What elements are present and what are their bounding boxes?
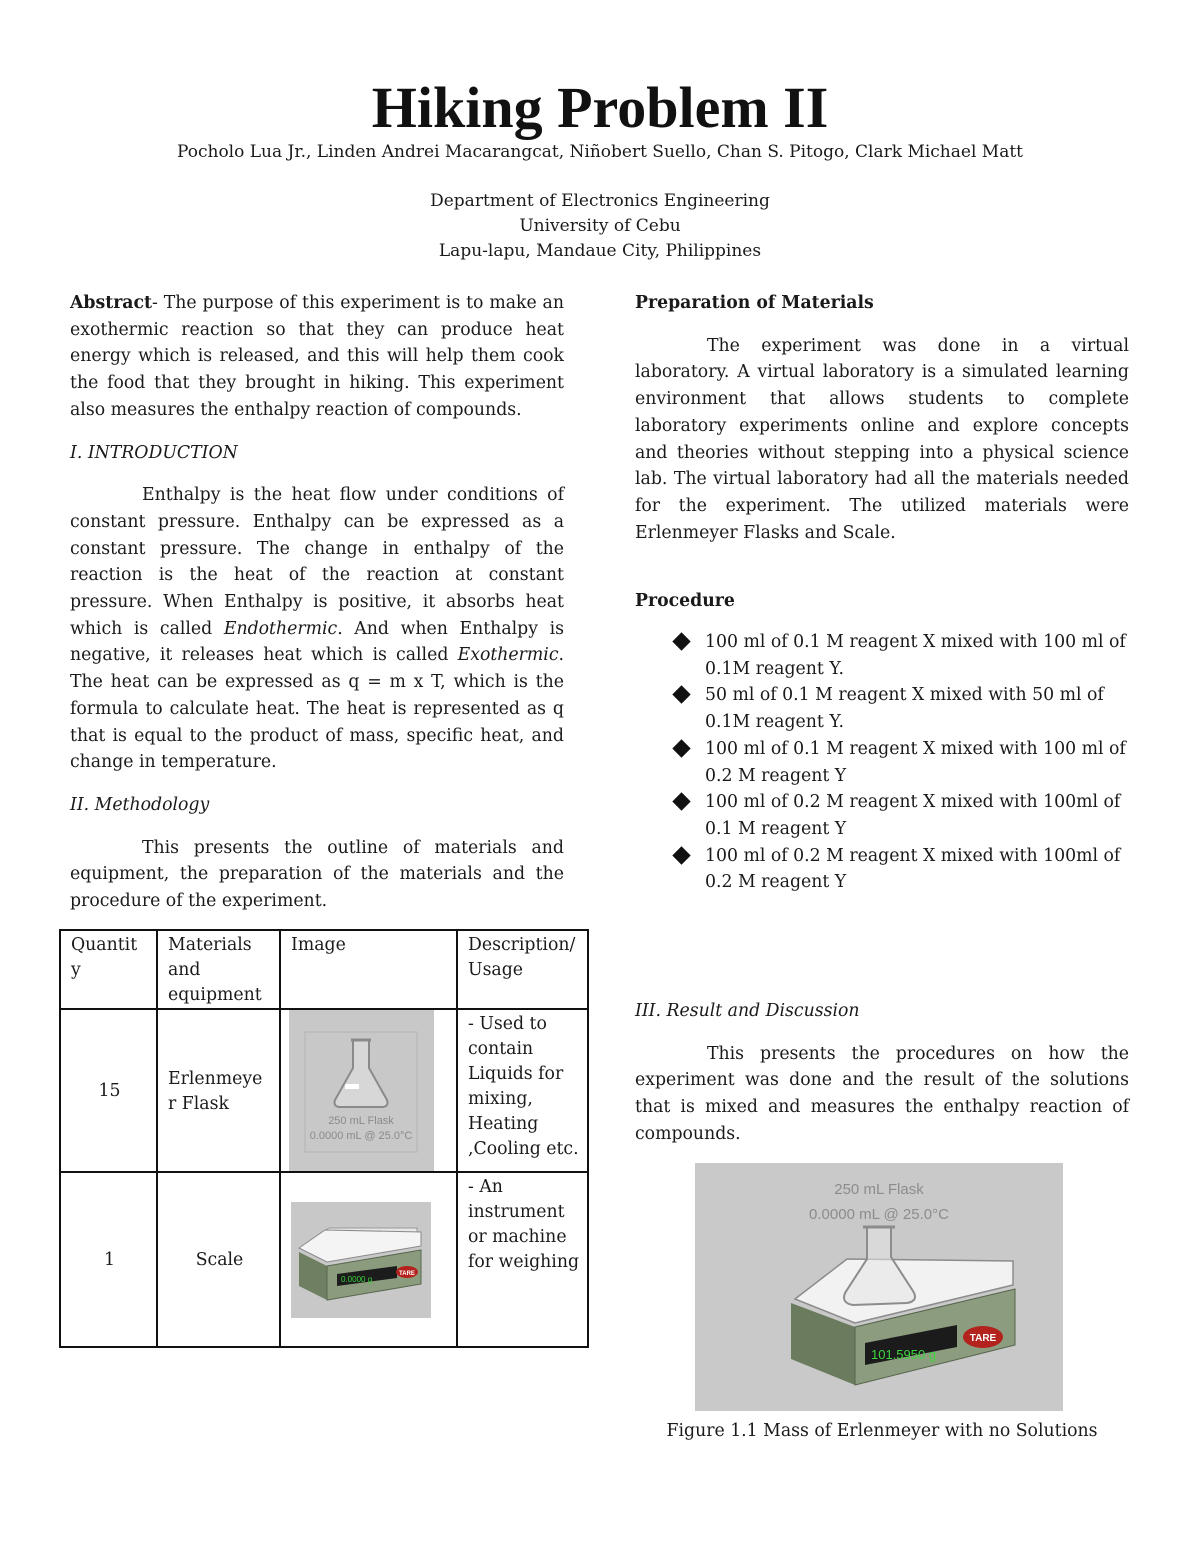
diamond-bullet-icon xyxy=(672,632,690,650)
flask-on-scale-image xyxy=(695,1163,1063,1411)
results-paragraph: This presents the procedures on how the experiment was done and the result of the solutions that is mixed and measures the enthalpy reaction of compounds. xyxy=(635,1043,1129,1144)
quantity-cell: 15 xyxy=(60,1009,157,1172)
list-item xyxy=(635,789,1129,842)
abstract-label: Abstract xyxy=(70,293,153,313)
abstract xyxy=(70,290,564,424)
image-cell xyxy=(280,1172,457,1347)
diamond-bullet-icon xyxy=(672,739,690,757)
scale-reading: 0.0000 g xyxy=(341,1274,373,1284)
figure-tare-label: TARE xyxy=(969,1333,997,1344)
list-item xyxy=(635,843,1129,896)
flask-volume-label: 0.0000 mL @ 25.0°C xyxy=(309,1130,413,1142)
author-list: Pocholo Lua Jr., Linden Andrei Macarangcat, Niñobert Suello, Chan S. Pitogo, Clark Michael Matt xyxy=(176,142,1023,162)
list-item xyxy=(635,736,1129,789)
methodology-heading: II. Methodology xyxy=(70,794,210,815)
material-cell: Scale xyxy=(157,1172,280,1347)
intro-text-2: . And when Enthalpy is negative, it releases heat which is called xyxy=(70,618,564,666)
preparation-heading: Preparation of Materials xyxy=(635,293,874,313)
figure-caption: Figure 1.1 Mass of Erlenmeyer with no Solutions xyxy=(666,1421,1098,1441)
introduction-paragraph xyxy=(70,482,564,776)
methodology-paragraph: This presents the outline of materials and equipment, the preparation of the materials and the procedure of the experiment. xyxy=(70,837,564,912)
diamond-bullet-icon xyxy=(672,686,690,704)
procedure-step: 100 ml of 0.2 M reagent X mixed with 100ml of 0.2 M reagent Y xyxy=(705,845,1121,893)
introduction-heading: I. INTRODUCTION xyxy=(70,442,238,463)
table-row xyxy=(60,1009,588,1172)
preparation-paragraph: The experiment was done in a virtual laboratory. A virtual laboratory is a simulated learning environment that allows students to complete laboratory experiments online and explore concepts and theories without stepping into a physical science lab. The virtual laboratory had all the materials needed for the experiment. The utilized materials were Erlenmeyer Flasks and Scale. xyxy=(635,335,1129,543)
location: Lapu-lapu, Mandaue City, Philippines xyxy=(438,241,762,261)
header-description: Description/ Usage xyxy=(457,930,588,1009)
material-cell: Erlenmeye r Flask xyxy=(157,1009,280,1172)
scale-image xyxy=(281,1200,438,1320)
intro-text-3: . The heat can be expressed as q = m x T, which is the formula to calculate heat. The heat is represented as q that is equal to the product of mass, specific heat, and change in temperature. xyxy=(70,645,564,773)
affiliation xyxy=(0,189,1200,264)
diamond-bullet-icon xyxy=(672,846,690,864)
header-image: Image xyxy=(280,930,457,1009)
list-item xyxy=(635,682,1129,735)
table-header-row xyxy=(60,930,588,1009)
university: University of Cebu xyxy=(519,216,681,236)
results-heading: III. Result and Discussion xyxy=(635,1001,860,1022)
table-row xyxy=(60,1172,588,1347)
paper-title: Hiking Problem II xyxy=(371,75,829,140)
image-cell xyxy=(280,1009,457,1172)
header-materials: Materials and equipment xyxy=(157,930,280,1009)
procedure-step: 100 ml of 0.1 M reagent X mixed with 100 ml of 0.2 M reagent Y xyxy=(705,738,1126,786)
left-column xyxy=(70,290,564,915)
quantity-cell: 1 xyxy=(60,1172,157,1347)
term-exothermic: Exothermic xyxy=(457,645,559,666)
right-column xyxy=(635,290,1129,1148)
description-cell: - An instrument or machine for weighing xyxy=(457,1172,588,1347)
department: Department of Electronics Engineering xyxy=(430,191,770,211)
description-cell: - Used to contain Liquids for mixing, Heating ,Cooling etc. xyxy=(457,1009,588,1172)
tare-label: TARE xyxy=(399,1270,415,1277)
procedure-step: 100 ml of 0.2 M reagent X mixed with 100ml of 0.1 M reagent Y xyxy=(705,792,1121,839)
abstract-text: - The purpose of this experiment is to make an exothermic reaction so that they can produce heat energy which is released, and this will help them cook the food that they brought in hiking. This experiment also measures the enthalpy reaction of compounds. xyxy=(70,293,564,420)
figure-image xyxy=(695,1163,1063,1411)
intro-text-1: Enthalpy is the heat flow under conditions of constant pressure. Enthalpy can be expressed as a constant pressure. The change in enthalpy of the reaction is the heat of the reaction at constant pressure. When Enthalpy is positive, it absorbs heat which is called xyxy=(70,485,564,639)
procedure-step: 50 ml of 0.1 M reagent X mixed with 50 ml of 0.1M reagent Y. xyxy=(705,685,1104,733)
materials-table xyxy=(59,929,589,1348)
diamond-bullet-icon xyxy=(672,793,690,811)
flask-image xyxy=(281,1010,438,1171)
procedure-step: 100 ml of 0.1 M reagent X mixed with 100 ml of 0.1M reagent Y. xyxy=(705,632,1126,679)
header-quantity: Quantit y xyxy=(60,930,157,1009)
procedure-list xyxy=(635,629,1129,896)
procedure-heading: Procedure xyxy=(635,591,735,612)
figure-scale-reading: 101.5950 g xyxy=(871,1347,937,1362)
flask-label: 250 mL Flask xyxy=(328,1115,394,1127)
list-item xyxy=(635,629,1129,682)
figure-flask-label: 250 mL Flask xyxy=(834,1181,924,1198)
term-endothermic: Endothermic xyxy=(223,618,338,639)
figure-flask-volume: 0.0000 mL @ 25.0°C xyxy=(809,1206,949,1223)
